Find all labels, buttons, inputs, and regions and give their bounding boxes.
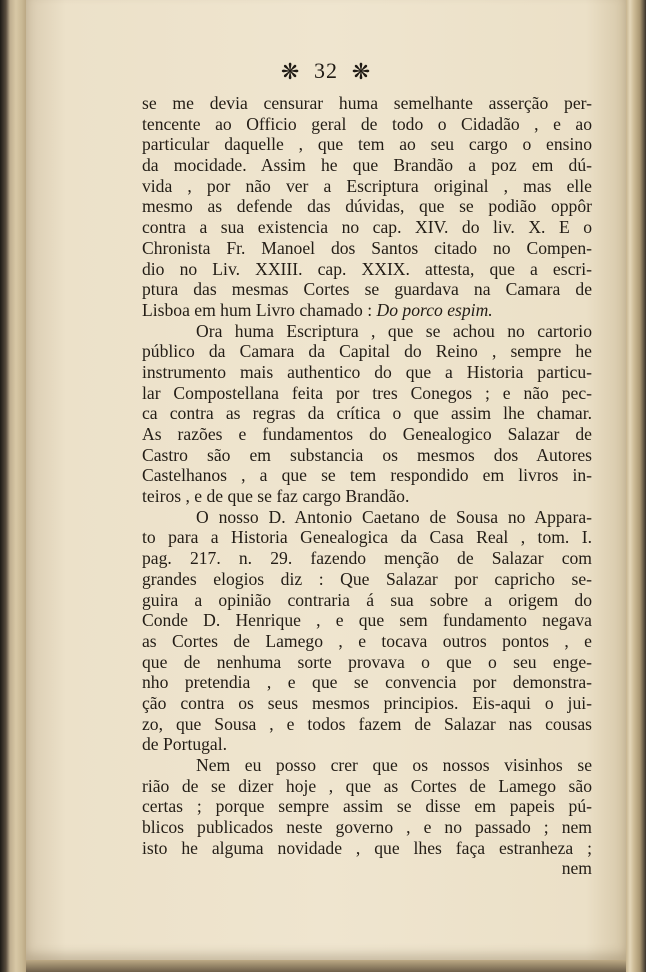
text-line: se me devia censurar huma semelhante asserção per- (142, 93, 592, 113)
text-line: Chronista Fr. Manoel dos Santos citado no Compen- (142, 237, 592, 258)
text-line: grandes elogios diz : Que Salazar por capricho se- (142, 568, 592, 589)
text-line: ca contra as regras da crítica o que assim lhe chamar. (142, 403, 592, 424)
text-line: pag. 217. n. 29. fazendo menção de Salazar com (142, 548, 592, 569)
text-line: nho pretendia , e que se convencia por demonstra- (142, 672, 592, 693)
text-line: ção contra os seus mesmos principios. Eis-aqui o jui- (142, 692, 592, 713)
book-edge-right (626, 0, 646, 972)
text-line: As razões e fundamentos do Genealogico Salazar de (142, 424, 592, 444)
text-line: tencente ao Officio geral de todo o Cidadão , e ao (142, 113, 592, 134)
text-line: contra a sua existencia no cap. XIV. do liv. X. E o (142, 217, 592, 238)
text-line: dio no Liv. XXIII. cap. XXIX. attesta, que a escri- (142, 258, 592, 279)
text-line: Castelhanos , a que se tem respondido em livros in- (142, 465, 592, 486)
text-line: as Cortes de Lamego , e tocava outros pontos , e (142, 630, 592, 651)
body-text (142, 93, 592, 879)
page-number: 32 (314, 58, 338, 83)
text-line: certas ; porque sempre assim se disse em papeis pú- (142, 796, 592, 817)
ornament-left-icon: ❋ (280, 60, 301, 85)
text-line: Nem eu posso crer que os nossos visinhos se (196, 755, 592, 775)
text-line: Castro são em substancia os mesmos dos Autores (142, 444, 592, 465)
text-line: rião de se dizer hoje , que as Cortes de Lamego são (142, 775, 592, 796)
text-line: da mocidade. Assim he que Brandão a poz em dú- (142, 155, 592, 176)
book-binding-left (0, 0, 26, 972)
text-line: isto he alguma novidade , que lhes faça estranheza ; (142, 837, 592, 858)
text-line: público da Camara da Capital do Reino , sempre he (142, 341, 592, 362)
text-line: O nosso D. Antonio Caetano de Sousa no Appara- (196, 506, 592, 527)
text-line: particular daquelle , que tem ao seu cargo o ensino (142, 134, 592, 155)
text-line: mesmo as defende das dúvidas, que se podião oppôr (142, 196, 592, 217)
text-line: Conde D. Henrique , e que sem fundamento negava (142, 610, 592, 631)
catchword: nem (561, 858, 592, 879)
text-line: blicos publicados neste governo , e no passado ; nem (142, 817, 592, 838)
text-line: lar Compostellana feita por tres Conegos ; e não pec- (142, 382, 592, 403)
text-line: ptura das mesmas Cortes se guardava na Camara de (142, 279, 592, 300)
text-line: zo, que Sousa , e todos fazem de Salazar nas cousas (142, 713, 592, 734)
text-line: que de nenhuma sorte provava o que o seu enge- (142, 651, 592, 672)
ornament-right-icon: ❋ (351, 60, 372, 85)
text-line: instrumento mais authentico do que a Historia particu- (142, 361, 592, 382)
text-line: de Portugal. (142, 734, 228, 755)
book-page (26, 0, 626, 960)
text-line: teiros , e de que se faz cargo Brandão. (142, 486, 410, 507)
text-line: Ora huma Escriptura , que se achou no cartorio (196, 320, 592, 341)
text-line: to para a Historia Genealogica da Casa Real , tom. I. (142, 527, 592, 548)
page-bottom-edge (26, 960, 626, 972)
page-header (26, 58, 626, 84)
text-line: Lisboa em hum Livro chamado : Do porco espim. (142, 299, 493, 320)
text-line: guira a opinião contraria á sua sobre a origem do (142, 589, 592, 610)
text-line: vida , por não ver a Escriptura original , mas elle (142, 175, 592, 196)
